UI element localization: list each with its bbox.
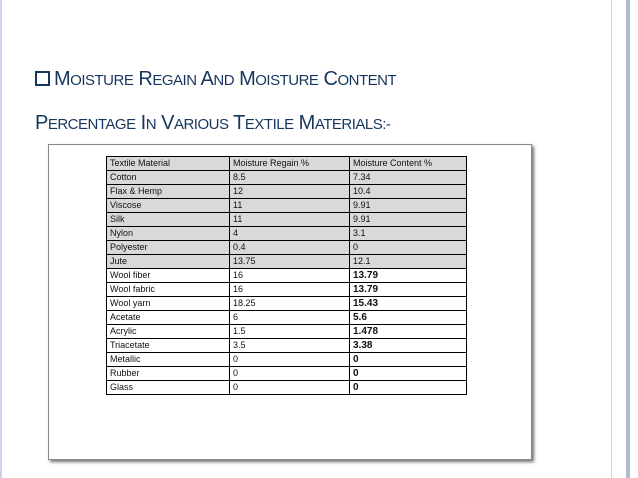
slide-frame-left xyxy=(0,0,2,478)
cell-content: 0 xyxy=(350,367,467,381)
cell-regain: 4 xyxy=(230,227,350,241)
cell-regain: 12 xyxy=(230,185,350,199)
cell-material: Silk xyxy=(107,213,230,227)
cell-material: Wool fiber xyxy=(107,269,230,283)
title-word: M xyxy=(239,68,256,90)
cell-material: Polyester xyxy=(107,241,230,255)
cell-content: 1.478 xyxy=(350,325,467,339)
cell-material: Flax & Hemp xyxy=(107,185,230,199)
title-word: ARIOUS xyxy=(173,116,229,133)
title-word: C xyxy=(323,68,338,90)
column-header-content: Moisture Content % xyxy=(350,157,467,171)
cell-content: 9.91 xyxy=(350,199,467,213)
table-image-card xyxy=(48,144,532,460)
title-word: A xyxy=(200,68,214,90)
title-word: P xyxy=(35,112,48,134)
cell-material: Cotton xyxy=(107,171,230,185)
slide-frame-right-line xyxy=(611,0,612,478)
title-word: ONTENT xyxy=(337,72,397,89)
cell-content: 0 xyxy=(350,353,467,367)
cell-regain: 13.75 xyxy=(230,255,350,269)
table-row xyxy=(107,311,467,325)
table-row xyxy=(107,241,467,255)
cell-content: 10.4 xyxy=(350,185,467,199)
cell-regain: 6 xyxy=(230,311,350,325)
title-word: M xyxy=(298,112,315,134)
cell-regain: 0 xyxy=(230,353,350,367)
table-row xyxy=(107,199,467,213)
slide-title xyxy=(35,58,595,146)
cell-regain: 8.5 xyxy=(230,171,350,185)
cell-content: 3.1 xyxy=(350,227,467,241)
cell-regain: 0 xyxy=(230,381,350,395)
title-word: OISTURE xyxy=(70,72,134,89)
cell-regain: 0 xyxy=(230,367,350,381)
slide-frame-right-bar xyxy=(626,0,630,478)
cell-material: Viscose xyxy=(107,199,230,213)
table-row xyxy=(107,227,467,241)
table-row xyxy=(107,353,467,367)
cell-regain: 16 xyxy=(230,269,350,283)
table-row xyxy=(107,185,467,199)
cell-regain: 0.4 xyxy=(230,241,350,255)
checkbox-bullet-icon xyxy=(35,71,50,86)
cell-content: 15.43 xyxy=(350,297,467,311)
cell-material: Metallic xyxy=(107,353,230,367)
table-row xyxy=(107,381,467,395)
table-row xyxy=(107,325,467,339)
column-header-regain: Moisture Regain % xyxy=(230,157,350,171)
title-line-1 xyxy=(35,58,595,102)
table-row xyxy=(107,297,467,311)
cell-regain: 3.5 xyxy=(230,339,350,353)
cell-material: Wool yarn xyxy=(107,297,230,311)
table-row xyxy=(107,367,467,381)
cell-material: Triacetate xyxy=(107,339,230,353)
cell-regain: 11 xyxy=(230,213,350,227)
title-word: R xyxy=(138,68,153,90)
cell-material: Glass xyxy=(107,381,230,395)
title-word: I xyxy=(140,112,146,134)
cell-material: Nylon xyxy=(107,227,230,241)
title-word: EGAIN xyxy=(152,72,197,89)
table-row xyxy=(107,269,467,283)
cell-regain: 16 xyxy=(230,283,350,297)
title-word: EXTILE xyxy=(244,116,294,133)
cell-material: Acetate xyxy=(107,311,230,325)
title-word: V xyxy=(161,112,174,134)
cell-content: 5.6 xyxy=(350,311,467,325)
cell-material: Wool fabric xyxy=(107,283,230,297)
title-word: OISTURE xyxy=(255,72,319,89)
title-word: ATERIALS:- xyxy=(314,116,391,133)
cell-content: 0 xyxy=(350,241,467,255)
title-word: ND xyxy=(213,72,235,89)
title-word: ERCENTAGE xyxy=(47,116,136,133)
cell-material: Rubber xyxy=(107,367,230,381)
moisture-table-body xyxy=(107,157,467,395)
cell-content: 3.38 xyxy=(350,339,467,353)
moisture-table xyxy=(106,156,467,395)
cell-content: 9.91 xyxy=(350,213,467,227)
title-word: N xyxy=(145,116,157,133)
title-line-2 xyxy=(35,102,595,146)
cell-material: Jute xyxy=(107,255,230,269)
table-row xyxy=(107,339,467,353)
cell-regain: 11 xyxy=(230,199,350,213)
cell-regain: 18.25 xyxy=(230,297,350,311)
table-row xyxy=(107,255,467,269)
cell-content: 12.1 xyxy=(350,255,467,269)
column-header-material: Textile Material xyxy=(107,157,230,171)
cell-content: 7.34 xyxy=(350,171,467,185)
cell-regain: 1.5 xyxy=(230,325,350,339)
table-row xyxy=(107,213,467,227)
title-word: T xyxy=(233,112,245,134)
table-row xyxy=(107,171,467,185)
cell-content: 13.79 xyxy=(350,283,467,297)
table-row xyxy=(107,283,467,297)
cell-material: Acrylic xyxy=(107,325,230,339)
cell-content: 0 xyxy=(350,381,467,395)
cell-content: 13.79 xyxy=(350,269,467,283)
table-header-row xyxy=(107,157,467,171)
title-word: M xyxy=(54,68,71,90)
